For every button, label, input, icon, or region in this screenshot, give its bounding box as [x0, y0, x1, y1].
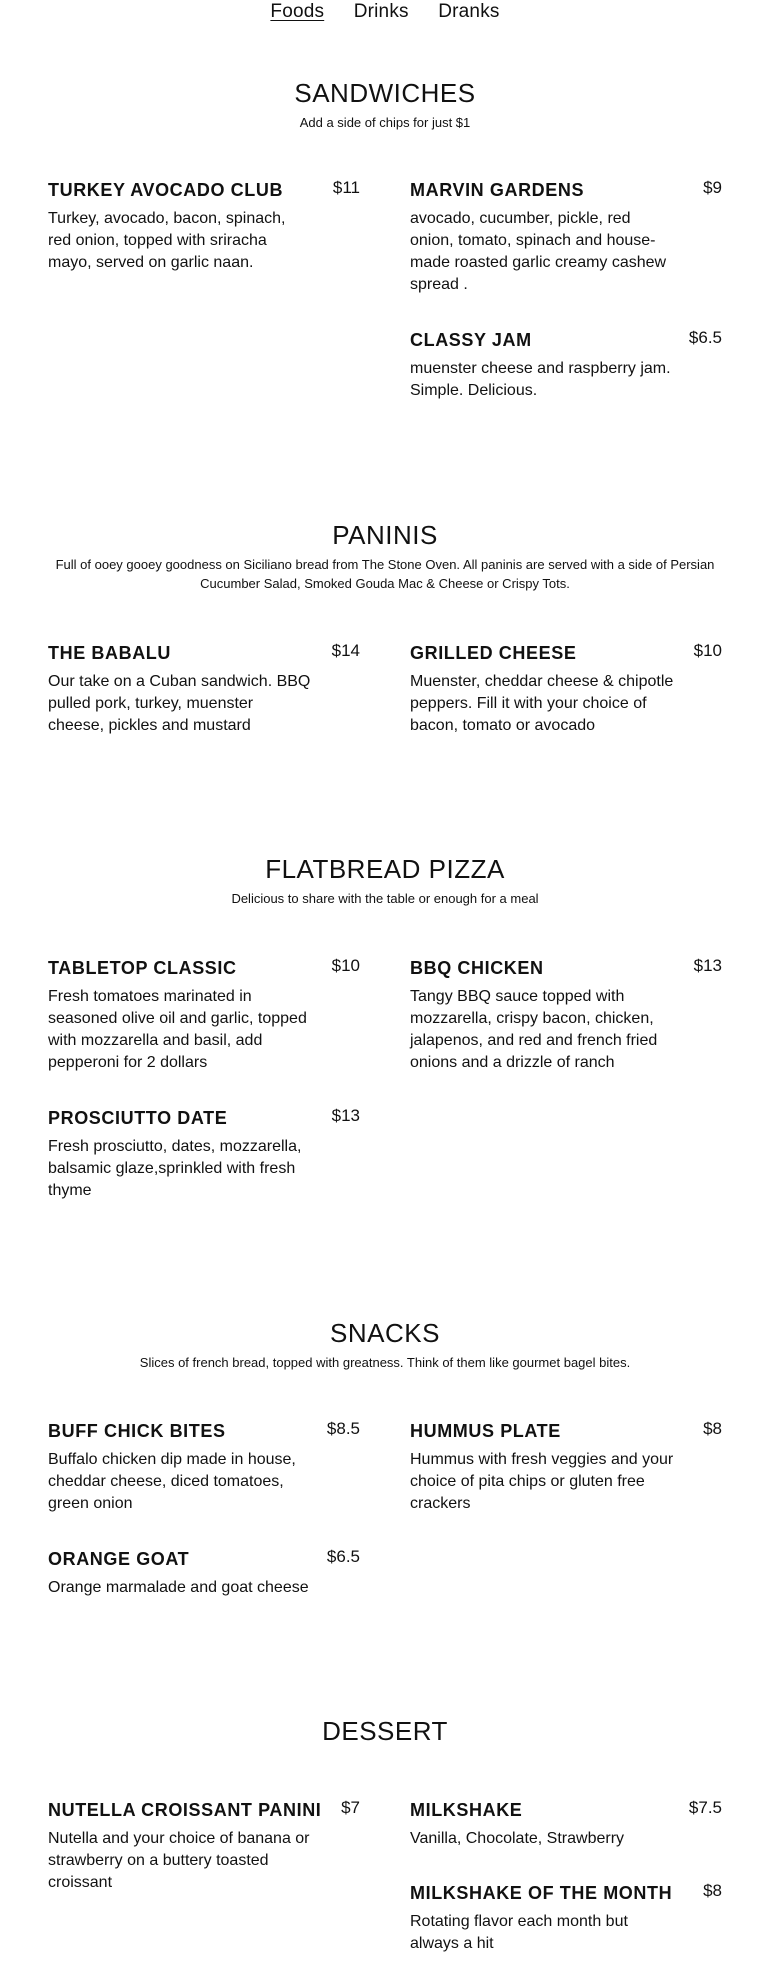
item-price: $11: [332, 178, 360, 197]
item-price: $7: [341, 1798, 360, 1817]
item-description: Vanilla, Chocolate, Strawberry: [410, 1830, 625, 1847]
item-description: Tangy BBQ sauce topped with mozzarella, crispy bacon, chicken, jalapenos, and red and french fried onions and a drizzle of ranch: [410, 988, 658, 1071]
item-description: Rotating flavor each month but always a hit: [410, 1913, 628, 1952]
item-description: Muenster, cheddar cheese & chipotle peppers. Fill it with your choice of bacon, tomato or avocado: [410, 673, 674, 734]
item-description: Nutella and your choice of banana or strawberry on a buttery toasted croissant: [48, 1830, 310, 1891]
section-subtitle: Full of ooey gooey goodness on Siciliano bread from The Stone Oven. All paninis are served with a side of Persian Cucumber Salad, Smoked Gouda Mac & Cheese or Crispy Tots.: [55, 557, 715, 591]
item-description: muenster cheese and raspberry jam. Simple. Delicious.: [410, 360, 671, 399]
item-price: $13: [331, 1106, 360, 1125]
section-subtitle: Slices of french bread, topped with greatness. Think of them like gourmet bagel bites.: [139, 1355, 631, 1370]
section-subtitle: Delicious to share with the table or enough for a meal: [231, 891, 539, 906]
item-price: $8.5: [326, 1419, 360, 1438]
item-name: MILKSHAKE OF THE MONTH: [410, 1883, 673, 1903]
section-title: SNACKS: [330, 1318, 440, 1348]
item-name: PROSCIUTTO DATE: [48, 1108, 228, 1128]
item-price: $14: [331, 641, 360, 660]
item-name: BBQ CHICKEN: [410, 958, 544, 978]
item-price: $13: [693, 956, 722, 975]
item-price: $8: [703, 1419, 722, 1438]
section-title: PANINIS: [332, 520, 438, 550]
section-snacks: [0, 1318, 770, 1372]
item-description: Fresh prosciutto, dates, mozzarella, balsamic glaze,sprinkled with fresh thyme: [48, 1138, 302, 1199]
section-paninis: [0, 520, 770, 593]
item-name: NUTELLA CROISSANT PANINI: [48, 1800, 322, 1820]
item-description: Orange marmalade and goat cheese: [48, 1579, 309, 1596]
item-price: $10: [331, 956, 360, 975]
section-subtitle: Add a side of chips for just $1: [299, 115, 471, 130]
item-description: avocado, cucumber, pickle, red onion, tomato, spinach and house-made roasted garlic creamy cashew spread .: [410, 210, 667, 293]
item-price: $9: [703, 178, 722, 197]
section-title: DESSERT: [322, 1716, 448, 1746]
tab-drinks[interactable]: Drinks: [353, 1, 409, 22]
section-flatbread-pizza: [0, 854, 770, 908]
item-price: $8: [703, 1881, 722, 1900]
item-name: GRILLED CHEESE: [410, 643, 577, 663]
section-title: SANDWICHES: [294, 78, 476, 108]
item-name: TABLETOP CLASSIC: [48, 958, 237, 978]
item-name: MARVIN GARDENS: [410, 180, 585, 200]
tab-dranks[interactable]: Dranks: [438, 1, 500, 22]
menu-tabs: [0, 0, 770, 26]
item-name: THE BABALU: [48, 643, 171, 663]
item-description: Turkey, avocado, bacon, spinach, red onion, topped with sriracha mayo, served on garlic naan.: [48, 210, 286, 271]
item-description: Fresh tomatoes marinated in seasoned olive oil and garlic, topped with mozzarella and basil, add pepperoni for 2 dollars: [48, 988, 307, 1071]
item-price: $6.5: [326, 1547, 360, 1566]
item-name: BUFF CHICK BITES: [48, 1421, 226, 1441]
item-price: $10: [693, 641, 722, 660]
item-description: Buffalo chicken dip made in house, cheddar cheese, diced tomatoes, green onion: [48, 1451, 296, 1512]
item-price: $6.5: [688, 328, 722, 347]
section-title: FLATBREAD PIZZA: [265, 854, 505, 884]
item-description: Hummus with fresh veggies and your choice of pita chips or gluten free crackers: [410, 1451, 674, 1512]
item-price: $7.5: [688, 1798, 722, 1817]
item-name: CLASSY JAM: [410, 330, 532, 350]
section-sandwiches: [0, 78, 770, 132]
tab-foods[interactable]: Foods: [270, 1, 325, 22]
item-name: ORANGE GOAT: [48, 1549, 190, 1569]
item-name: TURKEY AVOCADO CLUB: [48, 180, 284, 200]
item-description: Our take on a Cuban sandwich. BBQ pulled pork, turkey, muenster cheese, pickles and mustard: [48, 673, 311, 734]
item-name: MILKSHAKE: [410, 1800, 523, 1820]
item-name: HUMMUS PLATE: [410, 1421, 561, 1441]
section-dessert: [0, 1716, 770, 1747]
